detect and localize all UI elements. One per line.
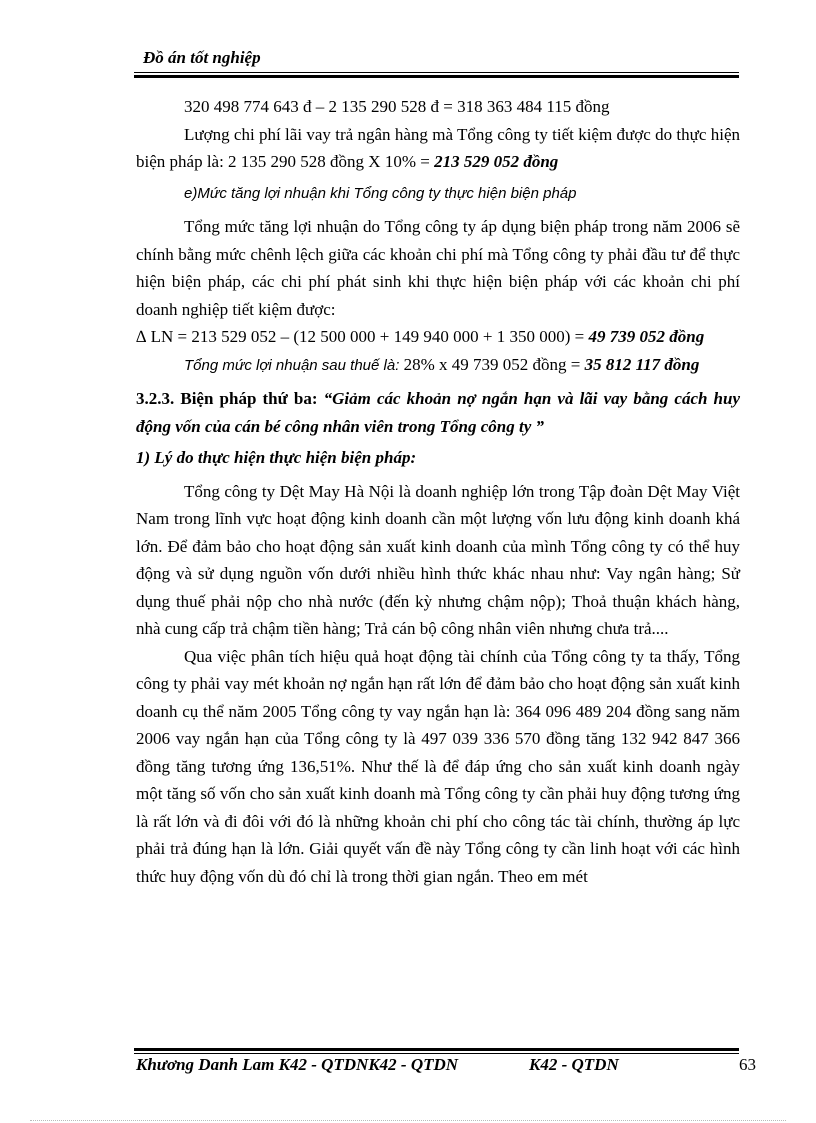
header-title: Đồ án tốt nghiệp	[143, 48, 261, 67]
bottom-dotted-line	[30, 1120, 786, 1121]
delta-ln-formula	[136, 323, 740, 351]
header-rule-thick	[134, 75, 739, 78]
after-tax-label: Tổng mức lợi nhuận sau thuế là:	[184, 356, 400, 374]
paragraph-interest-saving	[136, 121, 740, 176]
delta-ln-text: ∆ LN = 213 529 052 – (12 500 000 + 149 940 000 + 1 350 000) =	[136, 327, 589, 346]
footer-rule-thick	[134, 1048, 739, 1051]
after-tax-value: 35 812 117 đồng	[584, 354, 700, 374]
document-body	[136, 93, 740, 890]
section-3-2-3-label: 3.2.3. Biện pháp thứ ba:	[136, 389, 324, 408]
footer-author: Khương Danh Lam K42 - QTDNK42 - QTDN	[136, 1055, 459, 1074]
after-tax-profit	[136, 351, 740, 380]
section-3-2-3-quote: “Giảm các khoản nợ ngắn hạn và lãi vay bằng cách huy động vốn của cán bé công nhân viên trong Tổng công ty ”	[136, 389, 741, 436]
paragraph-company-capital: Tổng công ty Dệt May Hà Nội là doanh nghiệp lớn trong Tập đoàn Dệt May Việt Nam trong lĩnh vực hoạt động kinh doanh cần một lượng vốn lưu động kinh doanh khá lớn. Để đảm bảo cho hoạt động sản xuất kinh doanh của mình Tổng công ty có thể huy động và sử dụng nguồn vốn dưới nhiều hình thức khác nhau như: Vay ngân hàng; Sử dụng thuế phải nộp cho nhà nước (đến kỳ nhưng chậm nộp); Thoả thuận khách hàng, nhà cung cấp trả chậm tiền hàng; Trả cán bộ công nhân viên nhưng chưa trả....	[136, 481, 740, 638]
reason-heading: 1) Lý do thực hiện thực hiện biện pháp:	[136, 448, 417, 467]
page-number: 63	[739, 1055, 756, 1074]
interest-saving-value: 213 529 052 đồng	[434, 152, 559, 171]
paragraph-profit-increase: Tổng mức tăng lợi nhuận do Tổng công ty áp dụng biện pháp trong năm 2006 sẽ chính bằng mức chênh lệch giữa các khoản chi phí mà Tổng công ty phải đầu tư để thực hiện biện pháp, các chi phí phát sinh khi thực hiện biện pháp với các khoản chi phí doanh nghiệp tiết kiệm được:	[136, 217, 740, 319]
after-tax-calc: 28% x 49 739 052 đồng =	[399, 354, 585, 374]
paragraph-short-term-debt: Qua việc phân tích hiệu quả hoạt động tài chính của Tổng công ty ta thấy, Tổng công ty phải vay mét khoản nợ ngắn hạn rất lớn để đảm bảo cho hoạt động sản xuất kinh doanh cụ thể năm 2005 Tổng công ty vay ngắn hạn là: 364 096 489 204 đồng sang năm 2006 vay ngắn hạn của Tổng công ty là 497 039 336 570 đồng tăng 132 942 847 366 đồng tăng tương ứng 136,51%. Như thế là để đáp ứng cho sản xuất kinh doanh ngày một tăng số vốn cho sản xuất kinh doanh mà Tổng công ty cần phải huy động tương ứng là rất lớn và đi đôi với đó là những khoản chi phí cho công tác tài chính, thường áp lực phải trả đúng hạn là lớn. Giải quyết vấn đề này Tổng công ty cần linh hoạt với các hình thức huy động vốn dù đó chỉ là trong thời gian ngắn. Theo em mét	[136, 646, 740, 886]
section-3-2-3-heading	[136, 385, 740, 440]
calc-line: 320 498 774 643 đ – 2 135 290 528 đ = 318 363 484 115 đồng	[184, 97, 610, 116]
subheading-e: e)Mức tăng lợi nhuận khi Tổng công ty thực hiện biện pháp	[184, 184, 577, 202]
footer-class: K42 - QTDN	[529, 1055, 619, 1074]
interest-saving-text: Lượng chi phí lãi vay trả ngân hàng mà Tổng công ty tiết kiệm được do thực hiện biện pháp là: 2 135 290 528 đồng X 10% =	[136, 124, 740, 171]
delta-ln-value: 49 739 052 đồng	[588, 327, 705, 346]
footer-rule-thin	[134, 1053, 739, 1054]
header-rule-thin	[134, 72, 739, 73]
